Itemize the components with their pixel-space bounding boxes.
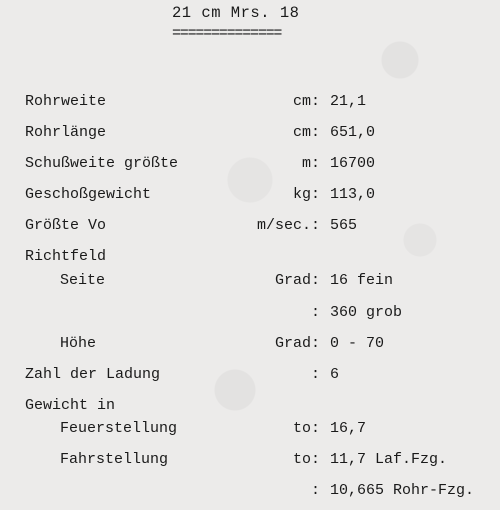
spec-label: Größte Vo bbox=[25, 217, 107, 234]
spec-unit: m: bbox=[301, 155, 320, 172]
spec-unit: cm: bbox=[292, 93, 320, 110]
spec-row bbox=[0, 397, 500, 417]
spec-unit: to: bbox=[292, 420, 320, 437]
spec-label: Gewicht in bbox=[25, 397, 116, 414]
spec-row bbox=[0, 93, 500, 113]
spec-row bbox=[0, 420, 500, 440]
spec-unit: kg: bbox=[292, 186, 320, 203]
spec-row bbox=[0, 335, 500, 355]
spec-row bbox=[0, 155, 500, 175]
spec-unit: cm: bbox=[292, 124, 320, 141]
spec-value: 16,7 bbox=[330, 420, 367, 437]
spec-unit: : bbox=[310, 304, 320, 321]
spec-label: Fahrstellung bbox=[60, 451, 169, 468]
spec-label: Geschoßgewicht bbox=[25, 186, 152, 203]
spec-label: Höhe bbox=[60, 335, 97, 352]
spec-label: Rohrlänge bbox=[25, 124, 107, 141]
spec-value: 113,0 bbox=[330, 186, 376, 203]
spec-unit: : bbox=[310, 482, 320, 499]
spec-label: Zahl der Ladung bbox=[25, 366, 161, 383]
spec-value: 21,1 bbox=[330, 93, 367, 110]
spec-unit: m/sec.: bbox=[256, 217, 320, 234]
spec-row bbox=[0, 272, 500, 292]
spec-value: 10,665 Rohr-Fzg. bbox=[330, 482, 475, 499]
spec-row bbox=[0, 217, 500, 237]
spec-label: Schußweite größte bbox=[25, 155, 179, 172]
spec-row bbox=[0, 186, 500, 206]
document-title: 21 cm Mrs. 18 bbox=[172, 4, 300, 22]
spec-value: 16 fein bbox=[330, 272, 394, 289]
spec-label: Seite bbox=[60, 272, 106, 289]
spec-row bbox=[0, 482, 500, 502]
title-underline: ============== bbox=[172, 25, 282, 42]
spec-value: 16700 bbox=[330, 155, 376, 172]
spec-value: 0 - 70 bbox=[330, 335, 385, 352]
spec-row bbox=[0, 451, 500, 471]
spec-unit: to: bbox=[292, 451, 320, 468]
spec-value: 360 grob bbox=[330, 304, 403, 321]
spec-value: 6 bbox=[330, 366, 340, 383]
spec-row bbox=[0, 304, 500, 324]
spec-unit: Grad: bbox=[274, 272, 320, 289]
spec-value: 11,7 Laf.Fzg. bbox=[330, 451, 448, 468]
spec-unit: : bbox=[310, 366, 320, 383]
spec-label: Feuerstellung bbox=[60, 420, 178, 437]
spec-label: Rohrweite bbox=[25, 93, 107, 110]
spec-value: 651,0 bbox=[330, 124, 376, 141]
spec-row bbox=[0, 366, 500, 386]
spec-value: 565 bbox=[330, 217, 358, 234]
spec-row bbox=[0, 124, 500, 144]
spec-unit: Grad: bbox=[274, 335, 320, 352]
spec-label: Richtfeld bbox=[25, 248, 107, 265]
spec-row bbox=[0, 248, 500, 268]
